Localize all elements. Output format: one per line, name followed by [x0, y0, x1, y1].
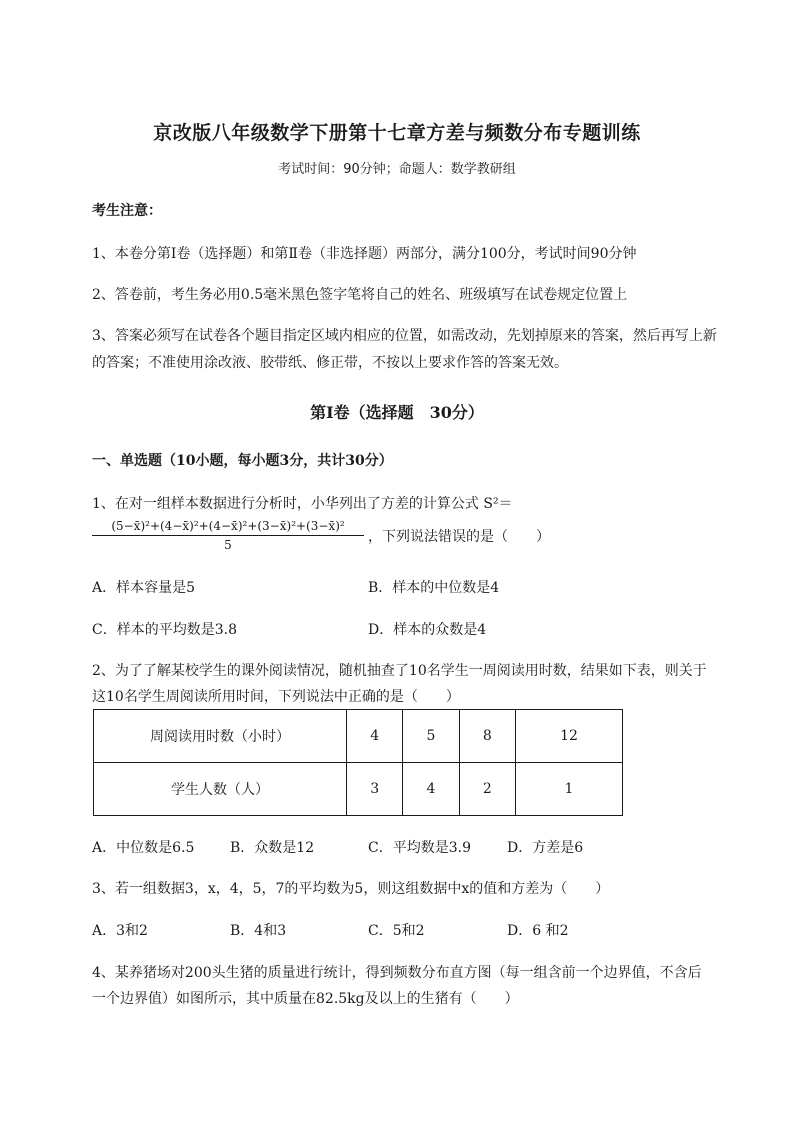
question-2-stem-continued: 这10名学生周阅读所用时间，下列说法中正确的是（ ）	[92, 689, 460, 705]
q3-option-b: B．4和3	[230, 923, 287, 939]
question-1-stem: 1、在对一组样本数据进行分析时，小华列出了方差的计算公式 S²＝	[92, 496, 513, 512]
question-3-stem: 3、若一组数据3，x，4，5，7的平均数为5，则这组数据中x的值和方差为（ ）	[92, 881, 610, 897]
q3-option-c: C．5和2	[368, 923, 425, 939]
q2-option-a: A．中位数是6.5	[92, 840, 195, 856]
part-heading: 一、单选题（10小题，每小题3分，共计30分）	[92, 453, 393, 469]
question-4-stem: 4、某养猪场对200头生猪的质量进行统计，得到频数分布直方图（每一组含前一个边界值，不含后	[92, 965, 702, 981]
exam-info: 考试时间：90分钟；命题人：数学教研组	[278, 162, 516, 177]
section-title: 第Ⅰ卷（选择题 30分）	[310, 403, 484, 422]
q3-option-d: D．6 和2	[507, 923, 569, 939]
q3-option-a: A．3和2	[92, 923, 148, 939]
q2-option-d: D．方差是6	[507, 840, 584, 856]
formula-numerator: (5−x̄)²+(4−x̄)²+(4−x̄)²+(3−x̄)²+(3−x̄)²	[92, 519, 364, 536]
note-item-1: 1、本卷分第Ⅰ卷（选择题）和第Ⅱ卷（非选择题）两部分，满分100分，考试时间90分钟	[92, 246, 637, 262]
q1-option-b: B．样本的中位数是4	[368, 580, 500, 596]
table-header-hours: 周阅读用时数（小时）	[94, 710, 347, 763]
table-cell: 4	[403, 763, 459, 816]
table-header-students: 学生人数（人）	[94, 763, 347, 816]
table-cell: 2	[459, 763, 515, 816]
q2-option-b: B．众数是12	[230, 840, 315, 856]
notes-heading: 考生注意：	[92, 203, 162, 219]
q1-option-a: A．样本容量是5	[92, 580, 196, 596]
note-item-3-continued: 的答案；不准使用涂改液、胶带纸、修正带，不按以上要求作答的答案无效。	[92, 355, 568, 371]
table-cell: 3	[347, 763, 403, 816]
variance-formula	[92, 519, 364, 552]
page-title: 京改版八年级数学下册第十七章方差与频数分布专题训练	[153, 122, 641, 144]
q2-option-c: C．平均数是3.9	[368, 840, 471, 856]
table-cell: 4	[347, 710, 403, 763]
note-item-2: 2、答卷前，考生务必用0.5毫米黑色签字笔将自己的姓名、班级填写在试卷规定位置上	[92, 287, 628, 303]
reading-time-table	[93, 709, 623, 816]
q1-option-d: D．样本的众数是4	[368, 622, 487, 638]
table-row	[94, 710, 623, 763]
question-1-tail: ，下列说法错误的是（ ）	[368, 529, 550, 545]
table-row	[94, 763, 623, 816]
question-2-stem: 2、为了了解某校学生的课外阅读情况，随机抽查了10名学生一周阅读用时数，结果如下表，则关于	[92, 663, 707, 679]
q1-option-c: C．样本的平均数是3.8	[92, 622, 237, 638]
formula-denominator: 5	[224, 538, 232, 552]
table-cell: 5	[403, 710, 459, 763]
note-item-3: 3、答案必须写在试卷各个题目指定区域内相应的位置，如需改动，先划掉原来的答案，然后再写上新	[92, 328, 717, 344]
question-4-stem-continued: 一个边界值）如图所示，其中质量在82.5kg及以上的生猪有（ ）	[92, 991, 519, 1007]
table-cell: 1	[516, 763, 623, 816]
table-cell: 8	[459, 710, 515, 763]
table-cell: 12	[516, 710, 623, 763]
